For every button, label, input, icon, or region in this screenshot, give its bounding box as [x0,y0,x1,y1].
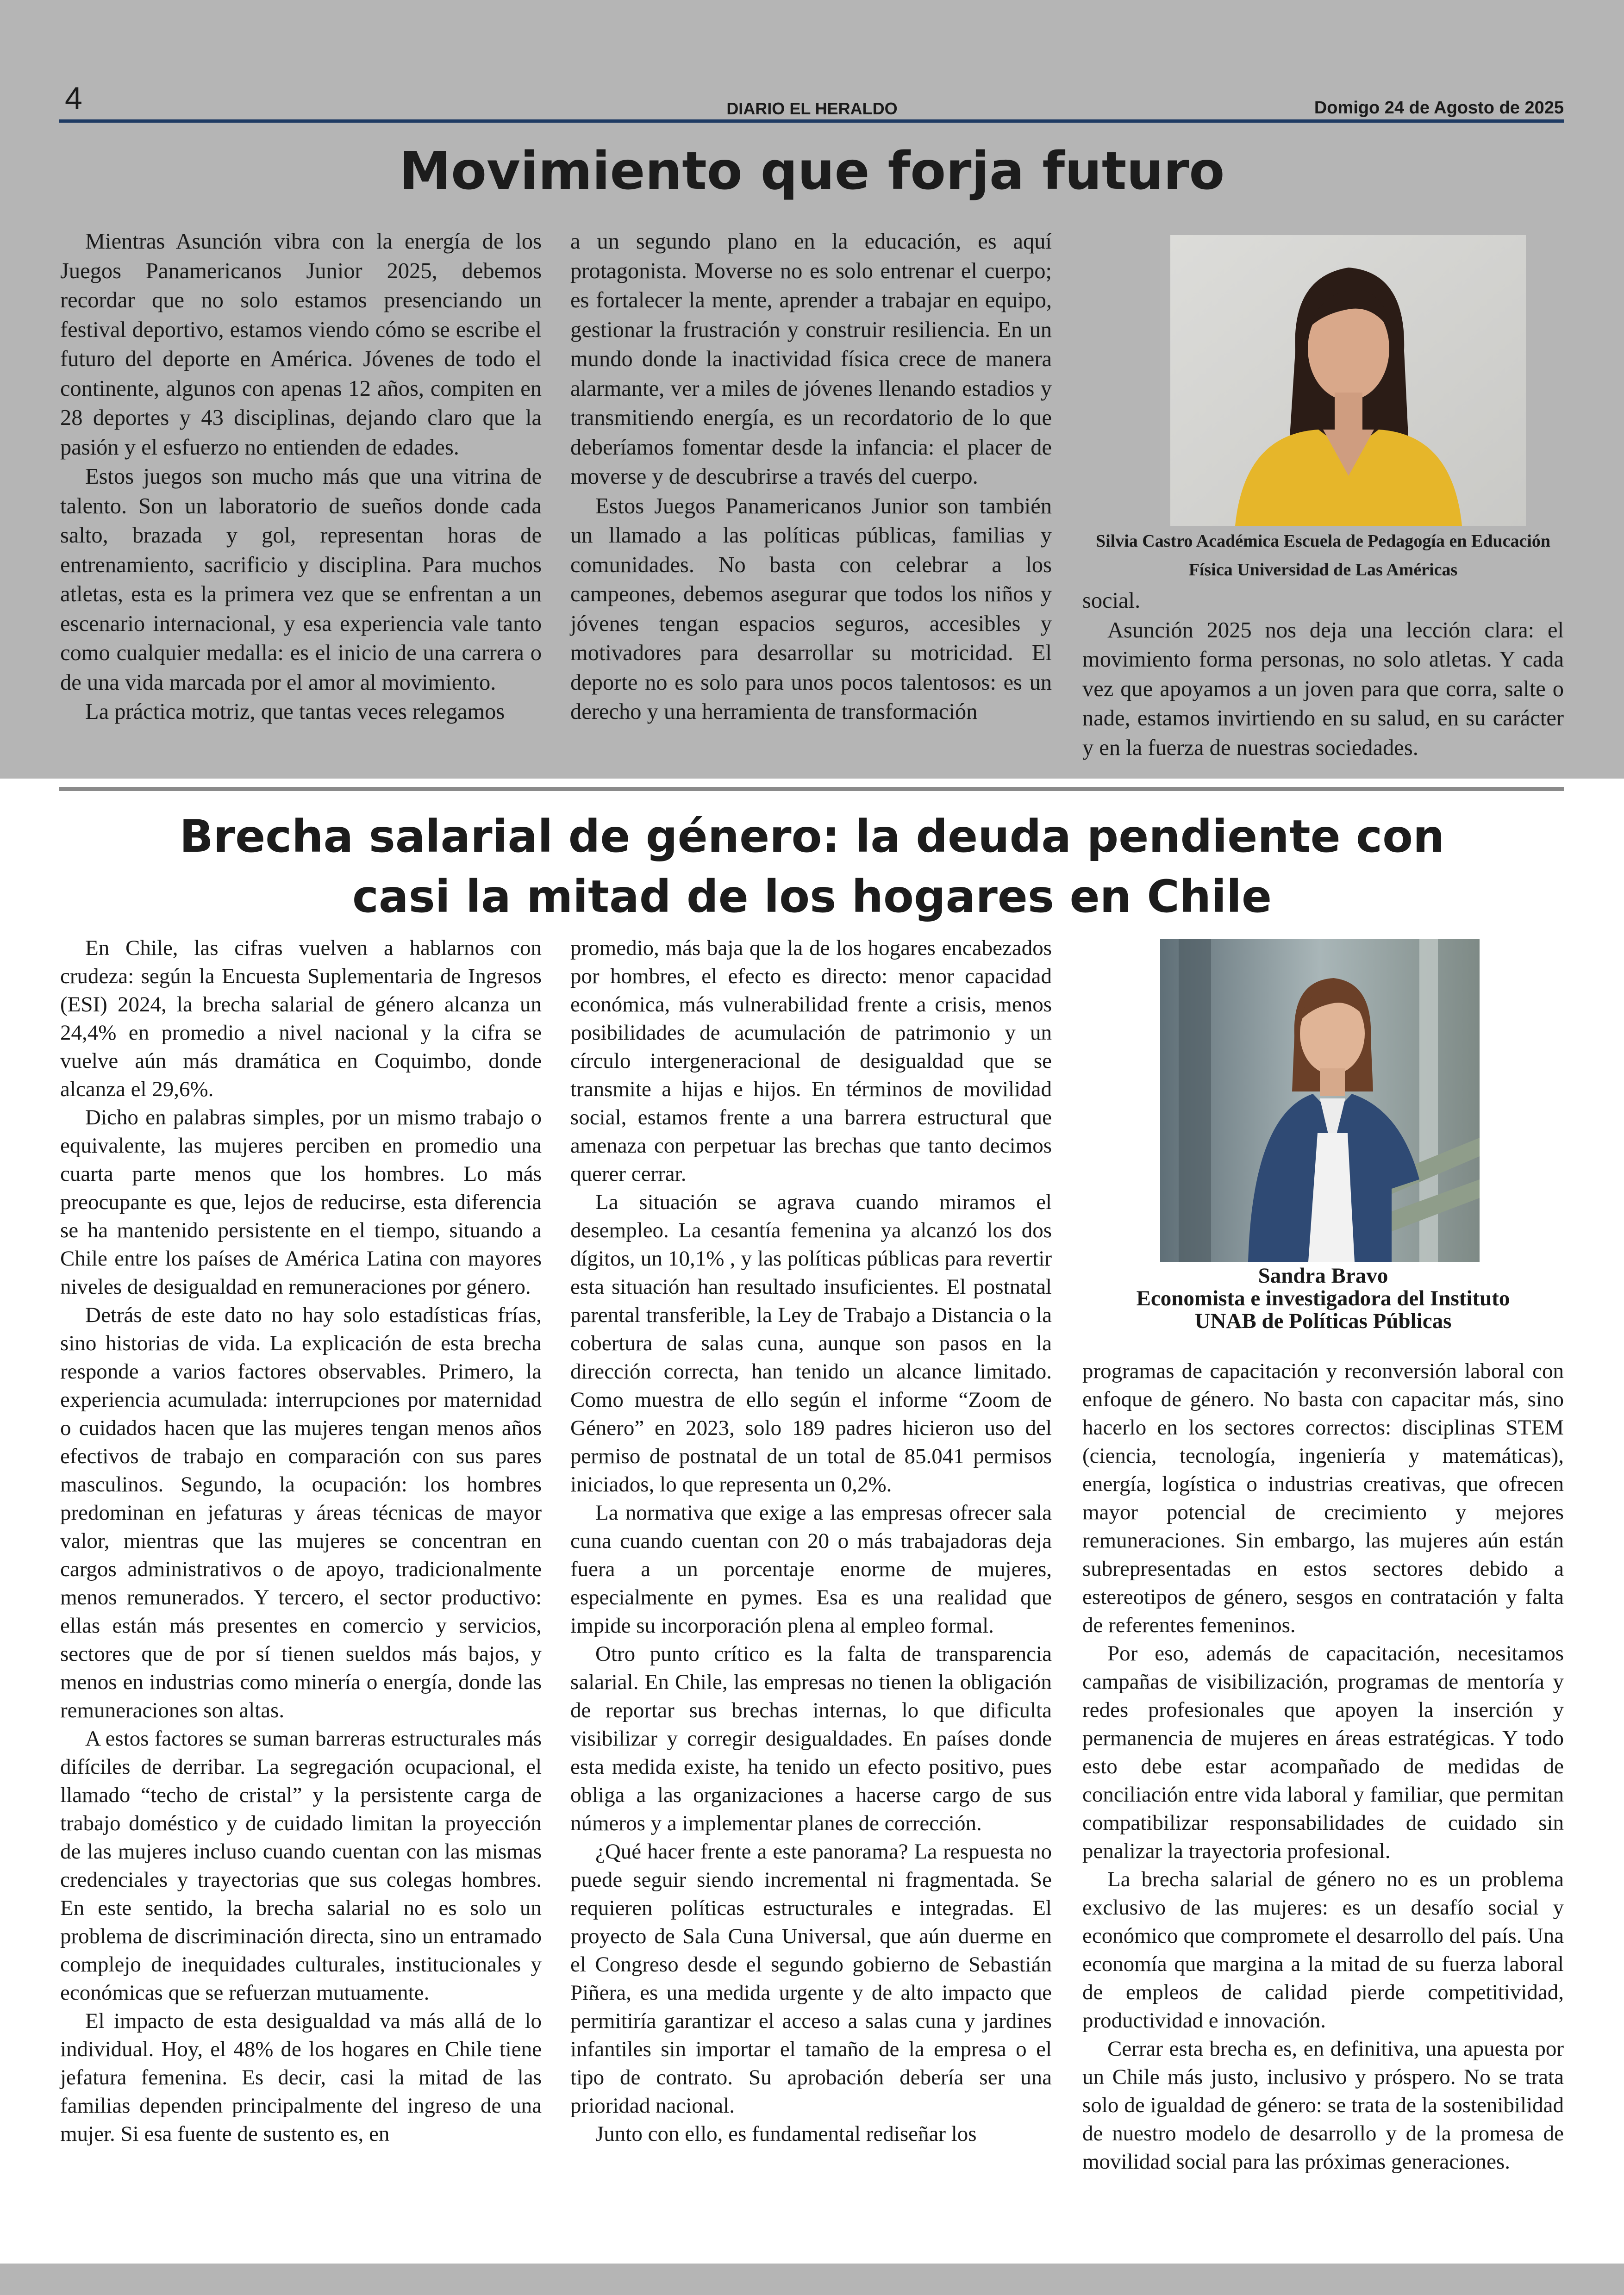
paragraph: Cerrar esta brecha es, en definitiva, una apuesta por un Chile más justo, inclusivo y próspero. No se trata solo de igualdad de género: se trata de la sostenibilidad de nuestro modelo de desarrollo y de la promesa de movilidad social para las próximas generaciones. [1082,2037,1564,2174]
paragraph: El impacto de esta desigualdad va más allá de lo individual. Hoy, el 48% de los hogares en Chile tiene jefatura femenina. Es decir, casi la mitad de las familias dependen principalmente del ingreso de una mujer. Si esa fuente de sustento es, en [60,2009,542,2146]
caption-role: Economista e investigadora del Instituto [1136,1286,1510,1310]
paragraph: promedio, más baja que la de los hogares encabezados por hombres, el efecto es directo: menor capacidad económica, más vulnerabilidad frente a crisis, menos posibilidades de acumulación de patrimonio y un círculo intergeneracional de desigualdad que se transmite a hijas e hijos. En términos de movilidad social, estamos frente a una barrera estructural que amenaza con perpetuar las brechas que tanto decimos querer cerrar. [570,936,1052,1186]
photo-caption: Silvia Castro Académica Escuela de Pedagogía en Educación Física Universidad de Las Américas [1095,531,1551,580]
article1-headline: Movimiento que forja futuro [399,141,1225,201]
paragraph: La situación se agrava cuando miramos el desempleo. La cesantía femenina ya alcanzó los dos dígitos, un 10,1% , y las políticas públicas para revertir esta situación han resultado insuficientes. El postnatal parental transferible, la Ley de Trabajo a Distancia o la cobertura de salas cuna, aunque son pasos en la dirección correcta, han tenido un alcance limitado. Como muestra de ello según el informe “Zoom de Género” en 2023, solo 189 padres hicieron uso del permiso de postnatal de un total de 85.041 permisos iniciados, lo que representa un 0,2%. [570,1190,1052,1497]
paragraph: Dicho en palabras simples, por un mismo trabajo o equivalente, las mujeres perciben en promedio una cuarta parte menos que los hombres. Lo más preocupante es que, lejos de reducirse, esta diferencia se ha mantenido persistente en el tiempo, situando a Chile entre los países de América Latina con mayores niveles de desigualdad en remuneraciones por género. [60,1105,542,1299]
paragraph: Por eso, además de capacitación, necesitamos campañas de visibilización, programas de mentoría y redes profesionales que apoyen la inserción y permanencia de mujeres en áreas estratégicas. Y todo esto debe estar acompañado de medidas de conciliación entre vida laboral y familiar, que permitan compatibilizar responsabilidades de cuidado sin penalizar la trayectoria profesional. [1082,1641,1564,1863]
article1-column-3 [1082,586,1564,762]
paragraph: Detrás de este dato no hay solo estadísticas frías, sino historias de vida. La explicación de esta brecha responde a varios factores observables. Primero, la experiencia acumulada: interrupciones por maternidad o cuidados hacen que las mujeres tengan menos años efectivos de trabajo en comparación con sus pares masculinos. Segundo, la ocupación: los hombres predominan en jefaturas y áreas técnicas de mayor valor, mientras que las mujeres se concentran en cargos administrativos o de apoyo, tradicionalmente menos remunerados. Y tercero, el sector productivo: ellas están más presentes en comercio y servicios, sectores que de por sí tienen sueldos más bajos, y menos en industrias como minería o energía, donde las remuneraciones son altas. [60,1303,542,1722]
photo-caption [1082,1265,1564,1333]
article2-column-2 [570,934,1052,2148]
author-photo-silvia-castro [1170,235,1526,526]
newspaper-name: DIARIO EL HERALDO [726,99,898,118]
caption-role: UNAB de Políticas Públicas [1194,1309,1452,1333]
footer-band [0,2264,1624,2295]
paragraph: programas de capacitación y reconversión laboral con enfoque de género. No basta con capacitar más, sino hacerlo en los sectores correctos: disciplinas STEM (ciencia, tecnología, ingeniería y matemáticas), energía, logística o industrias creativas, que ofrecen mayor potencial de crecimiento y mejores remuneraciones. Sin embargo, las mujeres aún están subrepresentadas en estos sectores debido a estereotipos de género, sesgos en contratación y falta de referentes femeninos. [1082,1359,1564,1637]
headline-line: casi la mitad de los hogares en Chile [352,871,1272,923]
paragraph: Asunción 2025 nos deja una lección clara: el movimiento forma personas, no solo atletas. Y cada vez que apoyamos a un joven para que corra, salte o nade, estamos invirtiendo en su salud, en su carácter y en la fuerza de nuestras sociedades. [1082,617,1564,760]
article1-column-2 [570,227,1052,727]
paragraph: social. [1082,588,1141,613]
page-number: 4 [65,81,82,116]
author-photo-sandra-bravo [1160,939,1480,1262]
paragraph: La práctica motriz, que tantas veces relegamos [85,699,505,724]
paragraph: Otro punto crítico es la falta de transparencia salarial. En Chile, las empresas no tienen la obligación de reportar sus brechas internas, lo que dificulta visibilizar y corregir desigualdades. En países donde esta medida existe, ha tenido un efecto positivo, pues obliga a las organizaciones a hacerse cargo de sus números y a implementar planes de corrección. [570,1642,1052,1835]
section-divider [59,787,1564,791]
paragraph: Estos juegos son mucho más que una vitrina de talento. Son un laboratorio de sueños donde cada salto, brazada y gol, representan horas de entrenamiento, sacrificio y disciplina. Para muchos atletas, esta es la primera vez que se enfrentan a un escenario internacional, y esa experiencia vale tanto como cualquier medalla: es el inicio de una carrera o de una vida marcada por el amor al movimiento. [60,464,542,695]
article2-column-3 [1082,1357,1564,2176]
paragraph: Estos Juegos Panamericanos Junior son también un llamado a las políticas públicas, familias y comunidades. No basta con celebrar a los campeones, debemos asegurar que todos los niños y jóvenes tengan espacios seguros, accesibles y motivadores para desarrollar su motricidad. El deporte no es solo para unos pocos talentosos: es un derecho y una herramienta de transformación [570,493,1052,724]
header-rule [59,119,1564,123]
paragraph: Mientras Asunción vibra con la energía de los Juegos Panamericanos Junior 2025, debemos recordar que no solo estamos presenciando un festival deportivo, estamos viendo cómo se escribe el futuro del deporte en América. Jóvenes de todo el continente, algunos con apenas 12 años, compiten en 28 deportes y 43 disciplinas, dejando claro que la pasión y el esfuerzo no entienden de edades. [60,229,542,460]
issue-date: Domigo 24 de Agosto de 2025 [1314,98,1564,118]
headline-line: Brecha salarial de género: la deuda pendiente con [179,811,1445,862]
caption-name: Sandra Bravo [1258,1264,1388,1288]
paragraph: ¿Qué hacer frente a este panorama? La respuesta no puede seguir siendo incremental ni fragmentada. Se requieren políticas estructurales e integradas. El proyecto de Sala Cuna Universal, que aún duerme en el Congreso desde el segundo gobierno de Sebastián Piñera, es una medida urgente y de alto impacto que permitiría garantizar el acceso a salas cuna y jardines infantiles sin importar el tamaño de la empresa o el tipo de contrato. Su aprobación debería ser una prioridad nacional. [570,1840,1052,2118]
paragraph: Junto con ello, es fundamental rediseñar los [595,2122,977,2146]
paragraph: A estos factores se suman barreras estructurales más difíciles de derribar. La segregación ocupacional, el llamado “techo de cristal” y la persistente carga de trabajo doméstico y de cuidado limitan la proyección de las mujeres incluso cuando cuentan con las mismas credenciales y trayectorias que sus colegas hombres. En este sentido, la brecha salarial no es solo un problema de discriminación directa, sino un entramado complejo de inequidades culturales, institucionales y económicas que se refuerzan mutuamente. [60,1727,542,2005]
paragraph: La normativa que exige a las empresas ofrecer sala cuna cuando cuentan con 20 o más trabajadoras deja fuera a un porcentaje enorme de mujeres, especialmente en pymes. Esa es una realidad que impide su incorporación plena al empleo formal. [570,1501,1052,1638]
article2-column-1 [60,934,542,2148]
paragraph: En Chile, las cifras vuelven a hablarnos con crudeza: según la Encuesta Suplementaria de Ingresos (ESI) 2024, la brecha salarial de género alcanza un 24,4% en promedio a nivel nacional y la cifra se vuelve aún más dramática en Coquimbo, donde alcanza el 29,6%. [60,936,542,1101]
article1-column-1 [60,227,542,727]
paragraph: La brecha salarial de género no es un problema exclusivo de las mujeres: es un desafío social y económico que compromete el desarrollo del país. Una economía que margina a la mitad de su fuerza laboral de empleos de calidad pierde competitividad, productividad e innovación. [1082,1867,1564,2033]
article2-headline [0,806,1624,927]
paragraph: a un segundo plano en la educación, es aquí protagonista. Moverse no es solo entrenar el cuerpo; es fortalecer la mente, aprender a trabajar en equipo, gestionar la frustración y construir resiliencia. En un mundo donde la inactividad física crece de manera alarmante, ver a miles de jóvenes llenando estadios y transmitiendo energía, es un recordatorio de lo que deberíamos fomentar desde la infancia: el placer de moverse y de descubrirse a través del cuerpo. [570,229,1052,489]
